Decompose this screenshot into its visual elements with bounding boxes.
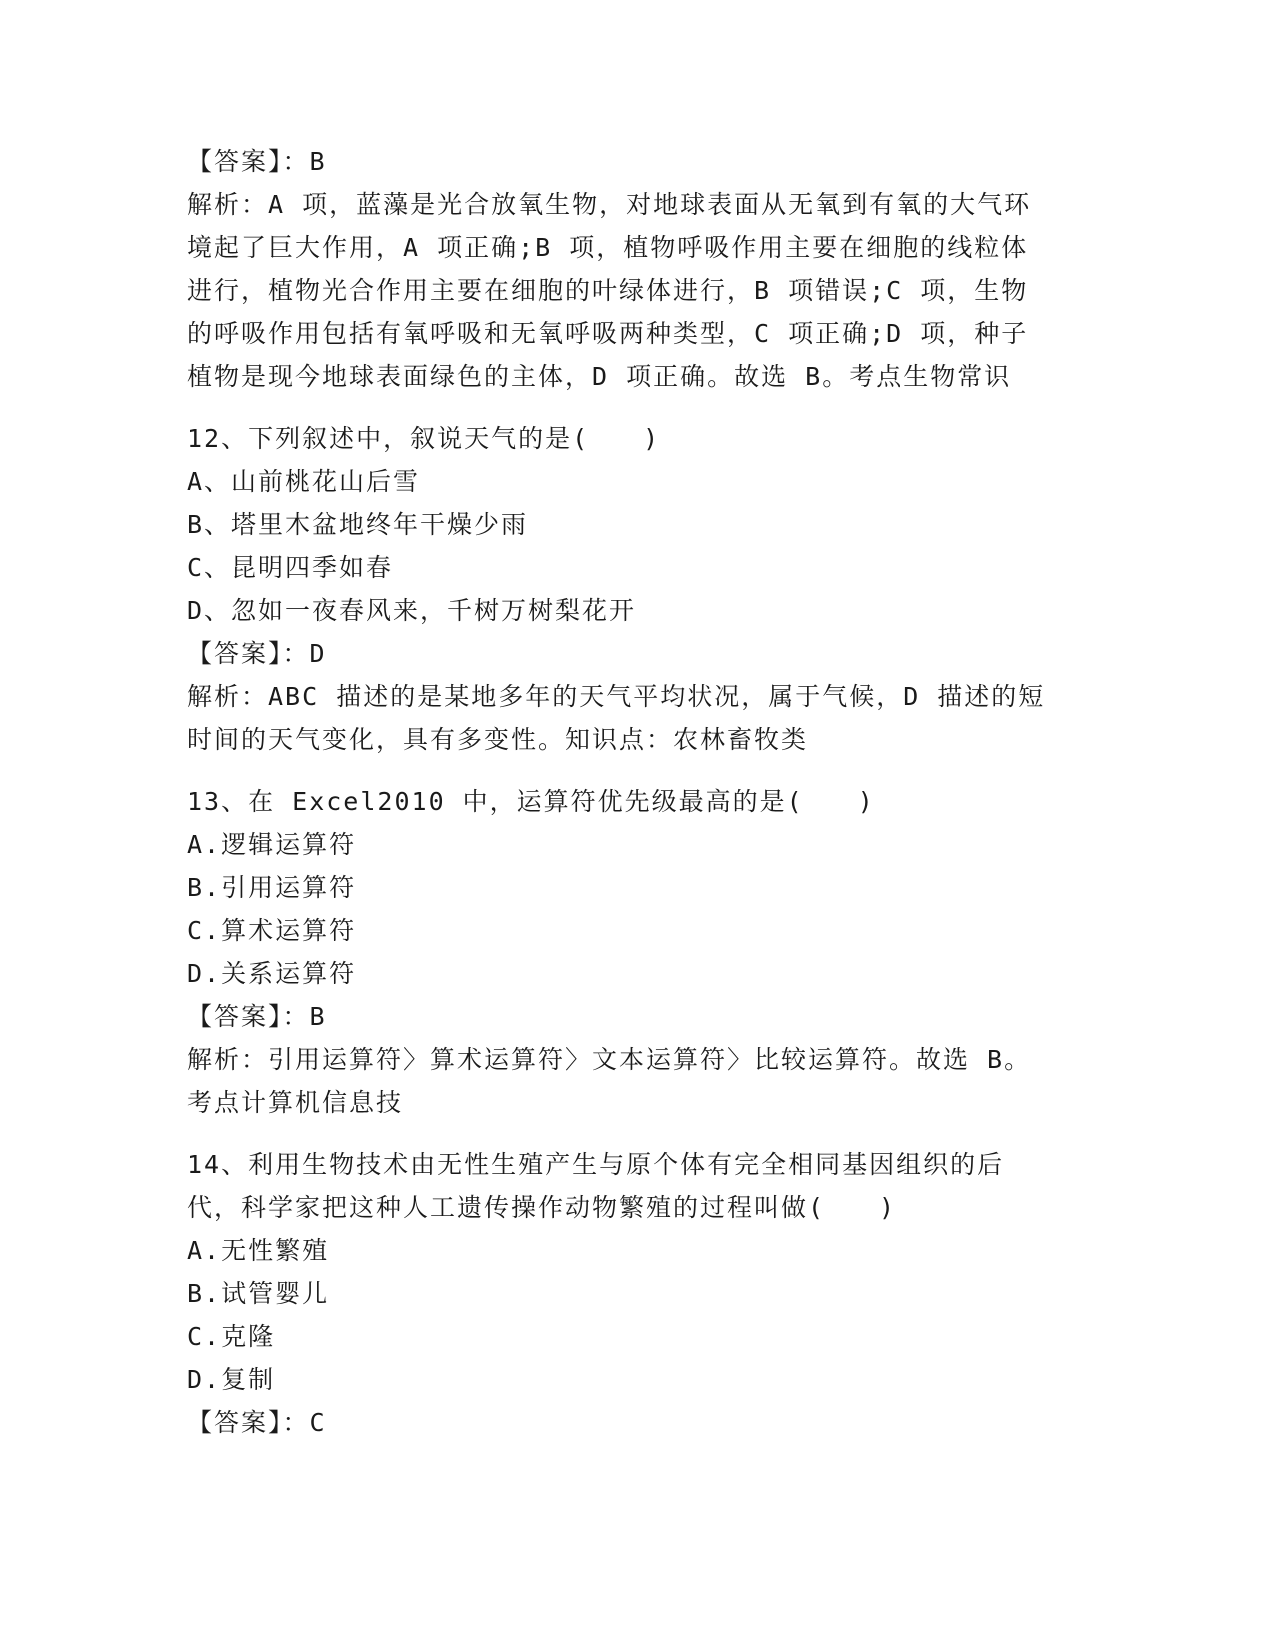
question-text: 代，科学家把这种人工遗传操作动物繁殖的过程叫做( ) — [187, 1193, 897, 1222]
analysis-line: 解析：引用运算符〉算术运算符〉文本运算符〉比较运算符。故选 B。 — [187, 1045, 1032, 1074]
spacer — [187, 398, 1077, 417]
option-a: A.逻辑运算符 — [187, 830, 357, 859]
question-text: 12、下列叙述中，叙说天气的是( ) — [187, 424, 661, 453]
option-a: A.无性繁殖 — [187, 1236, 330, 1265]
question-block-14 — [187, 1143, 1077, 1444]
option-c: C、昆明四季如春 — [187, 553, 394, 582]
option-d: D.复制 — [187, 1365, 276, 1394]
analysis-line: 的呼吸作用包括有氧呼吸和无氧呼吸两种类型，C 项正确;D 项，种子 — [187, 319, 1029, 348]
document-page — [187, 140, 1077, 1444]
analysis-line: 考点计算机信息技 — [187, 1088, 404, 1117]
option-d: D、忽如一夜春风来，千树万树梨花开 — [187, 596, 637, 625]
option-b: B.引用运算符 — [187, 873, 357, 902]
answer-line: 【答案】：B — [187, 1002, 327, 1031]
analysis-line: 植物是现今地球表面绿色的主体，D 项正确。故选 B。考点生物常识 — [187, 362, 1012, 391]
spacer — [187, 761, 1077, 780]
answer-line: 【答案】：C — [187, 1408, 327, 1437]
question-text: 14、利用生物技术由无性生殖产生与原个体有完全相同基因组织的后 — [187, 1150, 1005, 1179]
analysis-line: 解析：A 项，蓝藻是光合放氧生物，对地球表面从无氧到有氧的大气环 — [187, 190, 1032, 219]
option-b: B、塔里木盆地终年干燥少雨 — [187, 510, 529, 539]
option-d: D.关系运算符 — [187, 959, 357, 988]
analysis-line: 进行，植物光合作用主要在细胞的叶绿体进行，B 项错误;C 项，生物 — [187, 276, 1029, 305]
question-block-12 — [187, 417, 1077, 761]
analysis-line: 时间的天气变化，具有多变性。知识点：农林畜牧类 — [187, 725, 809, 754]
answer-block-11 — [187, 140, 1077, 398]
answer-line: 【答案】：D — [187, 639, 327, 668]
analysis-line: 解析：ABC 描述的是某地多年的天气平均状况，属于气候，D 描述的短 — [187, 682, 1046, 711]
option-c: C.算术运算符 — [187, 916, 357, 945]
question-text: 13、在 Excel2010 中，运算符优先级最高的是( ) — [187, 787, 875, 816]
option-a: A、山前桃花山后雪 — [187, 467, 421, 496]
spacer — [187, 1124, 1077, 1143]
analysis-line: 境起了巨大作用，A 项正确;B 项，植物呼吸作用主要在细胞的线粒体 — [187, 233, 1029, 262]
option-b: B.试管婴儿 — [187, 1279, 330, 1308]
answer-line: 【答案】：B — [187, 147, 327, 176]
question-block-13 — [187, 780, 1077, 1124]
option-c: C.克隆 — [187, 1322, 276, 1351]
